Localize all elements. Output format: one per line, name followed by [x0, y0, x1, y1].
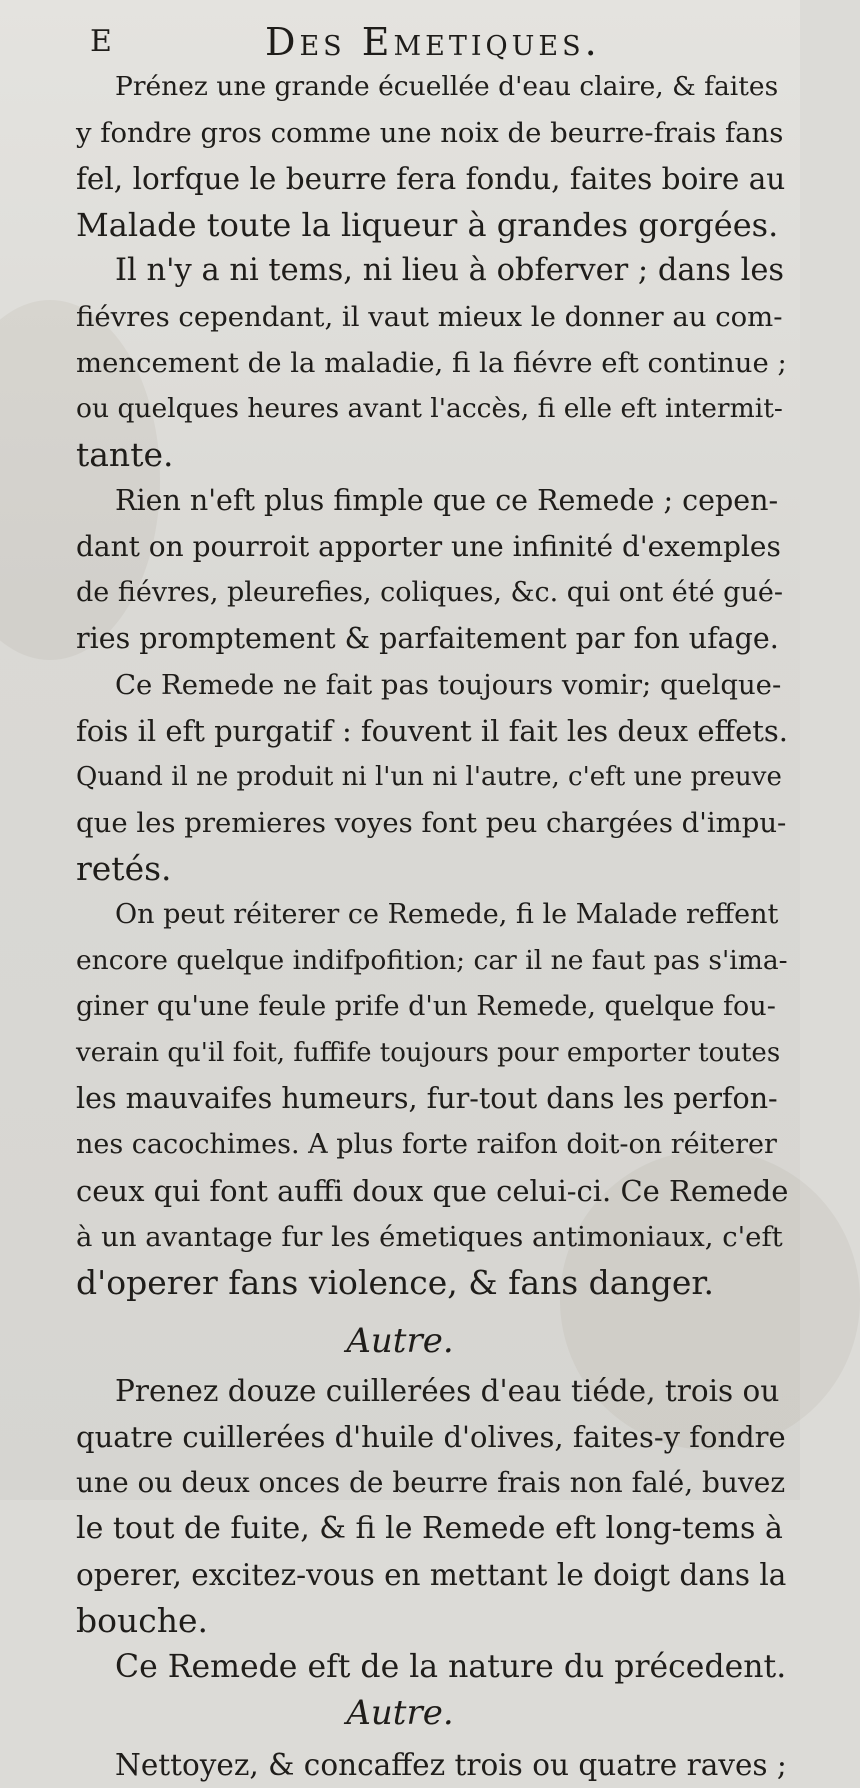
text-line: Rien n'eft plus fimple que ce Remede ; cepen- — [115, 484, 779, 517]
text-line: ceux qui font auffi doux que celui-ci. Ce Remede — [76, 1174, 789, 1208]
text-line: bouche. — [76, 1601, 208, 1640]
text-line: ries promptement & parfaitement par fon ufage. — [76, 622, 779, 655]
text-line: mencement de la maladie, fi la fiévre eft continue ; — [76, 347, 787, 379]
text-line: verain qu'il foit, fuffife toujours pour emporter toutes — [76, 1038, 781, 1068]
text-line: une ou deux onces de beurre frais non falé, buvez — [76, 1466, 786, 1499]
section-heading: Autre. — [346, 1321, 454, 1361]
text-line: que les premieres voyes font peu chargées d'impu- — [76, 807, 787, 839]
running-title: Des Emetiques. — [265, 20, 601, 64]
text-line: fois il eft purgatif : fouvent il fait les deux effets. — [76, 714, 789, 748]
text-line: On peut réiterer ce Remede, fi le Malade reffent — [115, 899, 779, 930]
text-line: à un avantage fur les émetiques antimoniaux, c'eft — [76, 1221, 783, 1253]
text-line: Il n'y a ni tems, ni lieu à obferver ; dans les — [115, 253, 785, 288]
text-line: Prenez douze cuillerées d'eau tiéde, trois ou — [115, 1374, 780, 1408]
text-line: ou quelques heures avant l'accès, fi elle eft intermit- — [76, 393, 783, 424]
text-line: quatre cuillerées d'huile d'olives, faites-y fondre — [76, 1420, 786, 1454]
text-line: d'operer fans violence, & fans danger. — [76, 1263, 715, 1302]
text-line: le tout de fuite, & fi le Remede eft long-tems à — [76, 1511, 783, 1546]
text-line: Ce Remede ne fait pas toujours vomir; quelque- — [115, 669, 782, 701]
text-line: nes cacochimes. A plus forte raifon doit-on réiterer — [76, 1129, 777, 1160]
running-head — [0, 20, 800, 64]
text-line: giner qu'une feule prife d'un Remede, quelque fou- — [76, 991, 776, 1022]
text-line: Ce Remede eft de la nature du précedent. — [115, 1649, 787, 1685]
text-line: retés. — [76, 849, 172, 888]
text-line: de fiévres, pleurefies, coliques, &c. qui ont été gué- — [76, 577, 783, 608]
signature-mark: E — [90, 24, 116, 59]
text-line: operer, excitez-vous en mettant le doigt dans la — [76, 1558, 787, 1592]
text-line: y fondre gros comme une noix de beurre-frais fans — [76, 117, 784, 149]
text-line: Nettoyez, & concaffez trois ou quatre raves ; — [115, 1748, 787, 1782]
text-line: Prénez une grande écuellée d'eau claire, & faites — [115, 71, 779, 102]
text-line: fiévres cependant, il vaut mieux le donner au com- — [76, 301, 783, 333]
text-line: encore quelque indifpofition; car il ne faut pas s'ima- — [76, 945, 788, 976]
text-line: Malade toute la liqueur à grandes gorgées. — [76, 206, 779, 244]
text-line: dant on pourroit apporter une infinité d'exemples — [76, 530, 781, 563]
text-line: fel, lorfque le beurre fera fondu, faites boire au — [76, 162, 786, 196]
text-line: Quand il ne produit ni l'un ni l'autre, c'eft une preuve — [76, 762, 782, 792]
text-line: les mauvaifes humeurs, fur-tout dans les perfon- — [76, 1082, 778, 1115]
section-heading: Autre. — [346, 1693, 454, 1733]
text-line: tante. — [76, 435, 174, 474]
